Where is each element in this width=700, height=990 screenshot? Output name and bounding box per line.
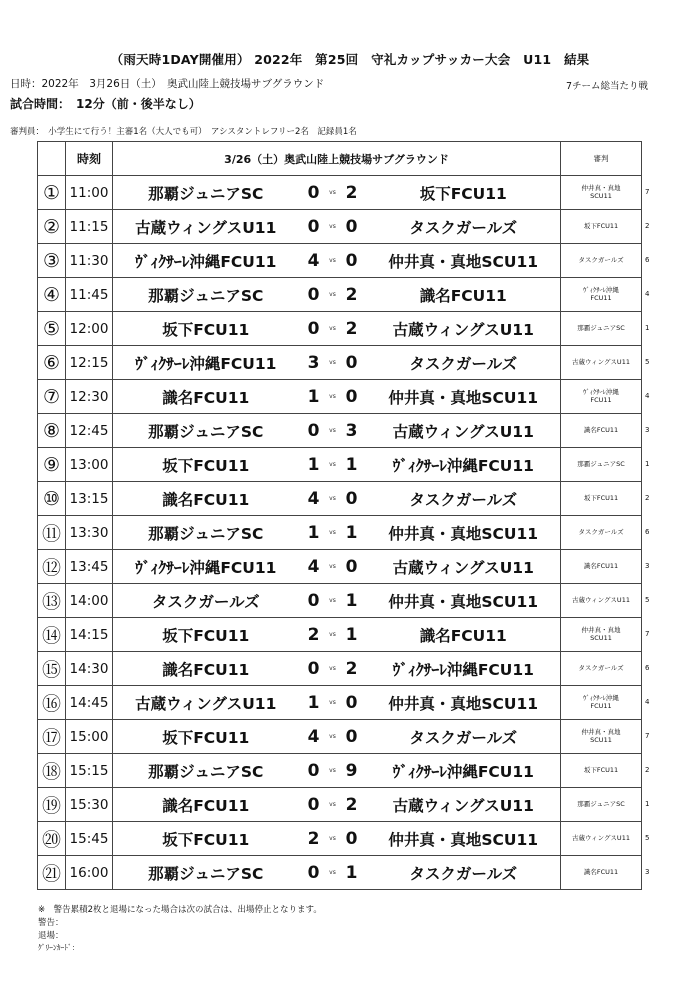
- match-row: [38, 822, 642, 856]
- home-score: 0: [307, 216, 320, 237]
- away-team: 仲井真・真地SCU11: [367, 380, 561, 414]
- match-number: ②: [38, 210, 66, 244]
- vs-label: vs: [329, 597, 336, 604]
- referee-team: 坂下FCU11: [561, 210, 642, 244]
- kickoff-time: 11:15: [66, 210, 113, 244]
- vs-label: vs: [329, 767, 336, 774]
- home-score: 0: [307, 420, 320, 441]
- kickoff-time: 13:45: [66, 550, 113, 584]
- away-score: 0: [345, 488, 358, 509]
- referee-team: 仲井真・真地 SCU11: [561, 720, 642, 754]
- vs-label: vs: [329, 189, 336, 196]
- score-cell: [299, 312, 367, 346]
- home-team: 坂下FCU11: [113, 448, 299, 482]
- kickoff-time: 15:15: [66, 754, 113, 788]
- match-row: [38, 414, 642, 448]
- kickoff-time: 15:30: [66, 788, 113, 822]
- referee-count: 3: [645, 426, 650, 434]
- home-team: ｳﾞｨｸｻｰﾚ沖縄FCU11: [113, 550, 299, 584]
- home-score: 1: [307, 692, 320, 713]
- home-team: 坂下FCU11: [113, 312, 299, 346]
- away-score: 1: [345, 590, 358, 611]
- away-score: 0: [345, 352, 358, 373]
- away-score: 9: [345, 760, 358, 781]
- referee-count: 3: [645, 868, 650, 876]
- match-row: [38, 720, 642, 754]
- home-team: 那覇ジュニアSC: [113, 856, 299, 890]
- home-team: 坂下FCU11: [113, 720, 299, 754]
- kickoff-time: 11:30: [66, 244, 113, 278]
- match-number: ⑫: [38, 550, 66, 584]
- home-score: 4: [307, 488, 320, 509]
- match-row: [38, 516, 642, 550]
- kickoff-time: 12:45: [66, 414, 113, 448]
- referee-team: 識名FCU11: [561, 856, 642, 890]
- home-score: 0: [307, 760, 320, 781]
- referee-team: タスクガールズ: [561, 244, 642, 278]
- match-row: [38, 856, 642, 890]
- kickoff-time: 12:15: [66, 346, 113, 380]
- vs-label: vs: [329, 393, 336, 400]
- vs-label: vs: [329, 359, 336, 366]
- score-cell: [299, 856, 367, 890]
- vs-label: vs: [329, 461, 336, 468]
- match-row: [38, 244, 642, 278]
- match-row: [38, 686, 642, 720]
- away-score: 0: [345, 250, 358, 271]
- match-number: ⑩: [38, 482, 66, 516]
- referee-team: 坂下FCU11: [561, 482, 642, 516]
- home-score: 4: [307, 556, 320, 577]
- tournament-title: （雨天時1DAY開催用） 2022年 第25回 守礼カップサッカー大会 U11 結果: [110, 52, 590, 67]
- away-team: タスクガールズ: [367, 720, 561, 754]
- home-team: 古蔵ウィングスU11: [113, 686, 299, 720]
- vs-label: vs: [329, 529, 336, 536]
- home-score: 1: [307, 522, 320, 543]
- match-number: ⑤: [38, 312, 66, 346]
- home-team: 識名FCU11: [113, 380, 299, 414]
- schedule-table: [37, 141, 642, 890]
- score-cell: [299, 346, 367, 380]
- score-cell: [299, 584, 367, 618]
- away-team: 仲井真・真地SCU11: [367, 822, 561, 856]
- away-score: 1: [345, 454, 358, 475]
- home-team: タスクガールズ: [113, 584, 299, 618]
- match-row: [38, 584, 642, 618]
- kickoff-time: 11:00: [66, 176, 113, 210]
- match-row: [38, 618, 642, 652]
- referee-count: 3: [645, 562, 650, 570]
- referee-header: 審判: [561, 142, 642, 176]
- kickoff-time: 14:15: [66, 618, 113, 652]
- table-header-row: [38, 142, 642, 176]
- time-header: 時刻: [66, 142, 113, 176]
- referee-count: 4: [645, 392, 650, 400]
- match-row: [38, 176, 642, 210]
- referee-count: 4: [645, 290, 650, 298]
- match-row: [38, 210, 642, 244]
- match-row: [38, 448, 642, 482]
- score-cell: [299, 448, 367, 482]
- score-cell: [299, 686, 367, 720]
- away-team: ｳﾞｨｸｻｰﾚ沖縄FCU11: [367, 754, 561, 788]
- referee-team: 那覇ジュニアSC: [561, 448, 642, 482]
- referee-team: 識名FCU11: [561, 550, 642, 584]
- away-team: 仲井真・真地SCU11: [367, 244, 561, 278]
- away-score: 1: [345, 862, 358, 883]
- away-score: 2: [345, 318, 358, 339]
- away-score: 2: [345, 658, 358, 679]
- home-score: 0: [307, 318, 320, 339]
- referee-team: ｳﾞｨｸｻｰﾚ沖縄 FCU11: [561, 686, 642, 720]
- vs-label: vs: [329, 869, 336, 876]
- match-time: 試合時間： 12分（前・後半なし）: [10, 97, 201, 111]
- home-score: 2: [307, 828, 320, 849]
- away-score: 2: [345, 794, 358, 815]
- referee-count: 6: [645, 664, 650, 672]
- match-number: ③: [38, 244, 66, 278]
- vs-label: vs: [329, 699, 336, 706]
- kickoff-time: 12:30: [66, 380, 113, 414]
- match-number: ㉑: [38, 856, 66, 890]
- footer-note: ※ 警告累積2枚と退場になった場合は次の試合は、出場停止となります。: [38, 905, 322, 915]
- match-number: ⑭: [38, 618, 66, 652]
- home-score: 3: [307, 352, 320, 373]
- score-cell: [299, 244, 367, 278]
- referee-team: 仲井真・真地 SCU11: [561, 618, 642, 652]
- number-header: [38, 142, 66, 176]
- away-score: 2: [345, 182, 358, 203]
- footer-warning: 警告：: [38, 918, 64, 928]
- match-number: ⑯: [38, 686, 66, 720]
- away-team: 識名FCU11: [367, 618, 561, 652]
- away-team: 古蔵ウィングスU11: [367, 788, 561, 822]
- home-team: 識名FCU11: [113, 788, 299, 822]
- match-number: ⑳: [38, 822, 66, 856]
- home-score: 0: [307, 590, 320, 611]
- match-number: ①: [38, 176, 66, 210]
- referee-team: タスクガールズ: [561, 516, 642, 550]
- match-row: [38, 482, 642, 516]
- match-row: [38, 346, 642, 380]
- away-team: 識名FCU11: [367, 278, 561, 312]
- referee-count: 2: [645, 766, 650, 774]
- home-team: ｳﾞｨｸｻｰﾚ沖縄FCU11: [113, 244, 299, 278]
- referee-team: 古蔵ウィングスU11: [561, 346, 642, 380]
- home-team: 坂下FCU11: [113, 618, 299, 652]
- home-team: 識名FCU11: [113, 652, 299, 686]
- match-number: ⑰: [38, 720, 66, 754]
- referee-count: 4: [645, 698, 650, 706]
- score-cell: [299, 414, 367, 448]
- away-team: ｳﾞｨｸｻｰﾚ沖縄FCU11: [367, 448, 561, 482]
- vs-label: vs: [329, 733, 336, 740]
- match-row: [38, 652, 642, 686]
- home-team: 坂下FCU11: [113, 822, 299, 856]
- referee-team: 那覇ジュニアSC: [561, 788, 642, 822]
- away-team: 仲井真・真地SCU11: [367, 686, 561, 720]
- footer-sendoff: 退場：: [38, 931, 64, 941]
- home-team: 那覇ジュニアSC: [113, 516, 299, 550]
- score-cell: [299, 550, 367, 584]
- match-number: ⑪: [38, 516, 66, 550]
- home-score: 1: [307, 386, 320, 407]
- venue-header: 3/26（土）奥武山陸上競技場サブグラウンド: [113, 142, 561, 176]
- referee-count: 7: [645, 732, 650, 740]
- home-score: 0: [307, 794, 320, 815]
- match-number: ⑮: [38, 652, 66, 686]
- score-cell: [299, 278, 367, 312]
- away-team: ｳﾞｨｸｻｰﾚ沖縄FCU11: [367, 652, 561, 686]
- match-number: ⑧: [38, 414, 66, 448]
- away-team: 坂下FCU11: [367, 176, 561, 210]
- vs-label: vs: [329, 291, 336, 298]
- match-number: ⑨: [38, 448, 66, 482]
- vs-label: vs: [329, 257, 336, 264]
- away-score: 0: [345, 216, 358, 237]
- away-team: 古蔵ウィングスU11: [367, 312, 561, 346]
- kickoff-time: 14:30: [66, 652, 113, 686]
- vs-label: vs: [329, 495, 336, 502]
- match-number: ⑲: [38, 788, 66, 822]
- away-score: 0: [345, 828, 358, 849]
- match-number: ⑬: [38, 584, 66, 618]
- away-team: 仲井真・真地SCU11: [367, 516, 561, 550]
- referee-count: 6: [645, 528, 650, 536]
- away-team: 古蔵ウィングスU11: [367, 414, 561, 448]
- home-score: 4: [307, 250, 320, 271]
- away-score: 1: [345, 624, 358, 645]
- referee-count: 1: [645, 460, 650, 468]
- home-team: 古蔵ウィングスU11: [113, 210, 299, 244]
- home-score: 0: [307, 284, 320, 305]
- away-score: 0: [345, 386, 358, 407]
- referee-count: 2: [645, 222, 650, 230]
- away-team: タスクガールズ: [367, 346, 561, 380]
- score-cell: [299, 652, 367, 686]
- referee-team: 仲井真・真地 SCU11: [561, 176, 642, 210]
- vs-label: vs: [329, 835, 336, 842]
- home-team: 那覇ジュニアSC: [113, 754, 299, 788]
- kickoff-time: 14:00: [66, 584, 113, 618]
- away-score: 0: [345, 726, 358, 747]
- score-cell: [299, 720, 367, 754]
- away-score: 0: [345, 556, 358, 577]
- away-score: 3: [345, 420, 358, 441]
- score-cell: [299, 176, 367, 210]
- referee-count: 7: [645, 188, 650, 196]
- score-cell: [299, 822, 367, 856]
- kickoff-time: 13:15: [66, 482, 113, 516]
- referee-count: 5: [645, 358, 650, 366]
- home-team: 識名FCU11: [113, 482, 299, 516]
- score-cell: [299, 788, 367, 822]
- vs-label: vs: [329, 801, 336, 808]
- match-number: ⑱: [38, 754, 66, 788]
- away-team: 仲井真・真地SCU11: [367, 584, 561, 618]
- kickoff-time: 11:45: [66, 278, 113, 312]
- score-cell: [299, 482, 367, 516]
- kickoff-time: 16:00: [66, 856, 113, 890]
- referee-count: 7: [645, 630, 650, 638]
- vs-label: vs: [329, 223, 336, 230]
- score-cell: [299, 516, 367, 550]
- referee-team: タスクガールズ: [561, 652, 642, 686]
- referee-team: 古蔵ウィングスU11: [561, 584, 642, 618]
- match-row: [38, 380, 642, 414]
- score-cell: [299, 754, 367, 788]
- match-number: ⑦: [38, 380, 66, 414]
- kickoff-time: 13:00: [66, 448, 113, 482]
- vs-label: vs: [329, 325, 336, 332]
- away-team: タスクガールズ: [367, 482, 561, 516]
- date-venue-line: 日時：2022年 3月26日（土） 奥武山陸上競技場サブグラウンド: [10, 78, 325, 90]
- referee-team: 坂下FCU11: [561, 754, 642, 788]
- home-team: ｳﾞｨｸｻｰﾚ沖縄FCU11: [113, 346, 299, 380]
- team-count: 7チーム総当たり戦: [565, 81, 648, 92]
- kickoff-time: 12:00: [66, 312, 113, 346]
- home-score: 0: [307, 658, 320, 679]
- referee-count: 6: [645, 256, 650, 264]
- referee-team: 古蔵ウィングスU11: [561, 822, 642, 856]
- home-team: 那覇ジュニアSC: [113, 414, 299, 448]
- home-team: 那覇ジュニアSC: [113, 176, 299, 210]
- match-row: [38, 312, 642, 346]
- kickoff-time: 14:45: [66, 686, 113, 720]
- referee-count: 1: [645, 800, 650, 808]
- kickoff-time: 15:45: [66, 822, 113, 856]
- match-row: [38, 754, 642, 788]
- referee-team: 那覇ジュニアSC: [561, 312, 642, 346]
- referee-team: ｳﾞｨｸｻｰﾚ沖縄 FCU11: [561, 380, 642, 414]
- match-row: [38, 788, 642, 822]
- score-cell: [299, 380, 367, 414]
- home-team: 那覇ジュニアSC: [113, 278, 299, 312]
- home-score: 4: [307, 726, 320, 747]
- vs-label: vs: [329, 665, 336, 672]
- match-number: ④: [38, 278, 66, 312]
- away-score: 2: [345, 284, 358, 305]
- vs-label: vs: [329, 563, 336, 570]
- match-row: [38, 550, 642, 584]
- vs-label: vs: [329, 631, 336, 638]
- referee-note: 審判員： 小学生にて行う！主審1名（大人でも可） アシスタントレフリー2名 記録員1名: [10, 127, 357, 137]
- home-score: 1: [307, 454, 320, 475]
- referee-count: 5: [645, 834, 650, 842]
- referee-count: 2: [645, 494, 650, 502]
- referee-team: 識名FCU11: [561, 414, 642, 448]
- away-score: 0: [345, 692, 358, 713]
- kickoff-time: 15:00: [66, 720, 113, 754]
- kickoff-time: 13:30: [66, 516, 113, 550]
- away-team: タスクガールズ: [367, 856, 561, 890]
- referee-count: 5: [645, 596, 650, 604]
- home-score: 0: [307, 182, 320, 203]
- referee-team: ｳﾞｨｸｻｰﾚ沖縄 FCU11: [561, 278, 642, 312]
- match-number: ⑥: [38, 346, 66, 380]
- away-team: タスクガールズ: [367, 210, 561, 244]
- away-team: 古蔵ウィングスU11: [367, 550, 561, 584]
- footer-green-card: ｸﾞﾘｰﾝｶｰﾄﾞ：: [38, 943, 80, 952]
- home-score: 0: [307, 862, 320, 883]
- score-cell: [299, 618, 367, 652]
- vs-label: vs: [329, 427, 336, 434]
- match-row: [38, 278, 642, 312]
- referee-count: 1: [645, 324, 650, 332]
- away-score: 1: [345, 522, 358, 543]
- score-cell: [299, 210, 367, 244]
- home-score: 2: [307, 624, 320, 645]
